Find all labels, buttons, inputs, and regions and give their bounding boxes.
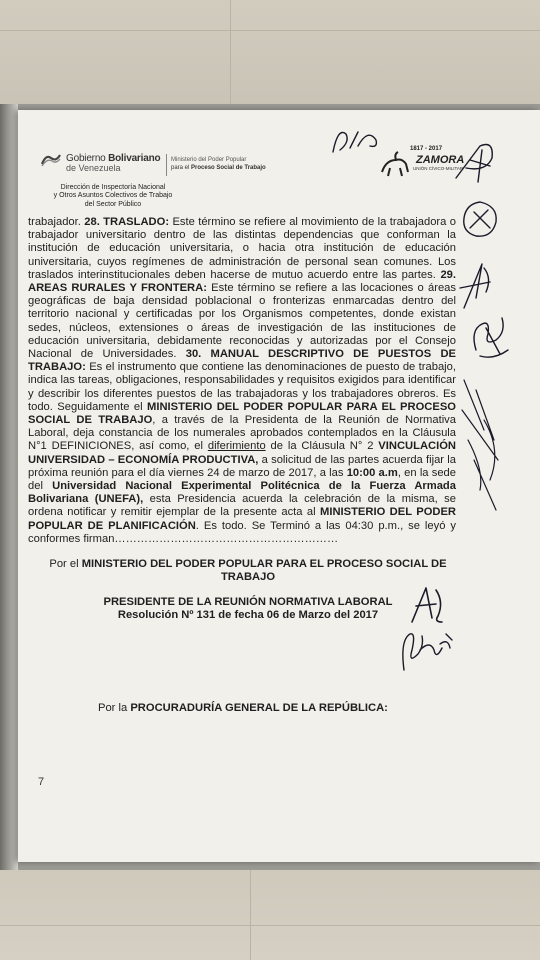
resolution-line: Resolución Nº 131 de fecha 06 de Marzo del 2017 <box>117 609 379 621</box>
page-binding-edge <box>0 104 18 870</box>
handwritten-signature <box>390 620 460 680</box>
ministry-name-line1: Ministerio del Poder Popular <box>171 157 247 163</box>
handwritten-initials <box>456 258 496 318</box>
document-page <box>18 110 540 862</box>
department-line: del Sector Público <box>84 200 142 208</box>
background-floor <box>0 868 540 960</box>
handwritten-initials <box>328 122 388 162</box>
government-logo-icon <box>40 152 62 168</box>
president-title: PRESIDENTE DE LA REUNIÓN NORMATIVA LABORAL <box>103 596 393 608</box>
government-name: Gobierno Bolivariano <box>66 153 161 164</box>
page-number: 7 <box>38 776 45 788</box>
tile-line <box>250 870 251 960</box>
president-block <box>78 596 418 622</box>
document-body: trabajador. 28. TRASLADO: Este término se refiere al movimiento de la trabajadora o trabajador universitario dentro de las distintas dependencias que conforman la institución de educación universitaria, o hacia otra institución de educación universitaria, cuyos regímenes de administración de personal sean comunes. Los traslados interinstitucionales deben hacerse de mutuo acuerdo entre las partes. 29. AREAS RURALES Y FRONTERA: Este término se refiere a las locaciones o áreas geográficas de baja densidad poblacional o fronterizas enmarcadas dentro del territorio nacional y certificadas por los Organismos competentes, donde existan sedes, núcleos, extensiones o áreas de investigación de las instituciones de educación universitaria, debidamente reconocidas y autorizadas por el Consejo Nacional de Universidades. 30. MANUAL DESCRIPTIVO DE PUESTOS DE TRABAJO: Es el instrumento que contiene las denominaciones de puesto de trabajo, indica las tareas, obligaciones, responsabilidades y requisitos exigidos para identificar y describir los diferentes puestos de las trabajadoras y los trabajadores obreros. Es todo. Seguidamente el MINISTERIO DEL PODER POPULAR PARA EL PROCESO SOCIAL DE TRABAJO, a través de la Presidenta de la Reunión de Normativa Laboral, deja constancia de los numerales aprobados contemplados en la Cláusula N°1 DEFINICIONES, así como, el diferimiento de la Cláusula N° 2 VINCULACIÓN UNIVERSIDAD – ECONOMÍA PRODUCTIVA, a solicitud de las partes acuerda fijar la próxima reunión para el día viernes 24 de marzo de 2017, a las 10:00 a.m, en la sede del Universidad Nacional Experimental Politécnica de la Fuerza Armada Bolivariana (UNEFA), esta Presidencia acuerda la celebración de la misma, se ordena notificar y remitir ejemplar de la presente acta al MINISTERIO DEL PODER POPULAR DE PLANIFICACIÓN. Es todo. Se Terminó a las 04:30 p.m., se leyó y conformes firman…………………………………………………… <box>28 216 457 545</box>
header-divider <box>166 154 167 176</box>
department-line: Dirección de Inspectoría Nacional <box>60 184 166 191</box>
department-line: y Otros Asuntos Colectivos de Trabajo <box>53 192 173 200</box>
signatory-procuraduria: Por la PROCURADURÍA GENERAL DE LA REPÚBLICA: <box>98 702 388 714</box>
handwritten-initials <box>458 198 502 242</box>
ministry-name-line2: para el Proceso Social de Trabajo <box>171 165 266 171</box>
handwritten-initials <box>466 310 516 366</box>
signatory-ministry: Por el MINISTERIO DEL PODER POPULAR PARA EL PROCESO SOCIAL DE TRABAJO <box>49 558 447 583</box>
zamora-title: ZAMORA <box>416 154 465 166</box>
zamora-subtitle: UNIÓN CÍVICO-MILITAR <box>413 166 464 171</box>
department-heading <box>38 184 188 209</box>
tile-line <box>0 925 540 926</box>
background-wall <box>0 0 540 110</box>
handwritten-initials <box>450 138 510 188</box>
tile-line <box>0 30 540 31</box>
tile-line <box>230 0 231 104</box>
handwritten-signature <box>454 370 510 520</box>
zamora-years: 1817 - 2017 <box>410 146 443 152</box>
government-country: de Venezuela <box>66 163 121 173</box>
